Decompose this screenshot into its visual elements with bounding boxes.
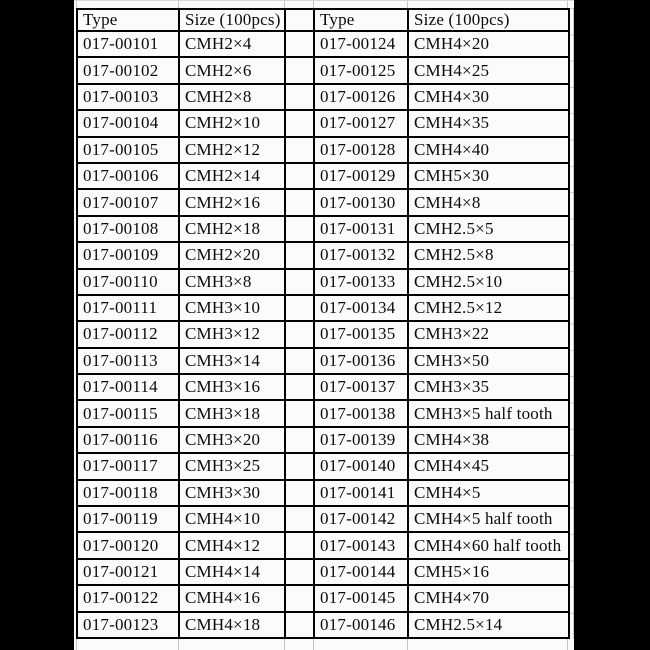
bottom-gridline-strip	[74, 639, 574, 650]
size-cell: CMH4×12	[179, 532, 285, 558]
type-cell: 017-00113	[77, 348, 179, 374]
size-cell: CMH2×16	[179, 189, 285, 215]
gap-cell	[285, 532, 314, 558]
type-cell: 017-00114	[77, 374, 179, 400]
gap-cell	[285, 612, 314, 638]
type-cell: 017-00133	[314, 269, 408, 295]
type-cell: 017-00145	[314, 585, 408, 611]
size-cell: CMH3×22	[408, 321, 569, 347]
size-cell: CMH4×45	[408, 453, 569, 479]
type-cell: 017-00120	[77, 532, 179, 558]
size-cell: CMH4×14	[179, 559, 285, 585]
type-cell: 017-00124	[314, 31, 408, 57]
type-cell: 017-00127	[314, 110, 408, 136]
size-cell: CMH4×25	[408, 57, 569, 83]
type-cell: 017-00110	[77, 269, 179, 295]
gap-cell	[285, 400, 314, 426]
size-cell: CMH2×12	[179, 137, 285, 163]
type-cell: 017-00118	[77, 480, 179, 506]
type-cell: 017-00140	[314, 453, 408, 479]
header-row	[77, 9, 569, 31]
type-cell: 017-00126	[314, 84, 408, 110]
size-cell: CMH3×16	[179, 374, 285, 400]
size-cell: CMH3×8	[179, 269, 285, 295]
table-row	[77, 242, 569, 268]
size-cell: CMH4×5 half tooth	[408, 506, 569, 532]
size-cell: CMH3×30	[179, 480, 285, 506]
type-cell: 017-00143	[314, 532, 408, 558]
table-row	[77, 110, 569, 136]
table-row	[77, 57, 569, 83]
gap-cell	[285, 31, 314, 57]
gap-cell	[285, 585, 314, 611]
gap-cell	[285, 269, 314, 295]
size-cell: CMH3×5 half tooth	[408, 400, 569, 426]
table-row	[77, 84, 569, 110]
type-cell: 017-00103	[77, 84, 179, 110]
type-cell: 017-00105	[77, 137, 179, 163]
table-row	[77, 321, 569, 347]
size-cell: CMH3×14	[179, 348, 285, 374]
table-row	[77, 374, 569, 400]
gap-column-header	[285, 9, 314, 31]
table-row	[77, 532, 569, 558]
size-cell: CMH2×8	[179, 84, 285, 110]
table-row	[77, 612, 569, 638]
table-row	[77, 348, 569, 374]
type-cell: 017-00141	[314, 480, 408, 506]
type-cell: 017-00142	[314, 506, 408, 532]
size-cell: CMH2×14	[179, 163, 285, 189]
size-cell: CMH2.5×8	[408, 242, 569, 268]
gap-cell	[285, 84, 314, 110]
size-cell: CMH5×30	[408, 163, 569, 189]
gap-cell	[285, 57, 314, 83]
gap-cell	[285, 506, 314, 532]
type-cell: 017-00144	[314, 559, 408, 585]
gridline	[178, 639, 179, 650]
size-cell: CMH4×60 half tooth	[408, 532, 569, 558]
gridline	[567, 639, 568, 650]
gridline	[76, 639, 77, 650]
size-cell: CMH4×5	[408, 480, 569, 506]
gridline	[407, 639, 408, 650]
type-cell: 017-00102	[77, 57, 179, 83]
type-cell: 017-00117	[77, 453, 179, 479]
type-cell: 017-00116	[77, 427, 179, 453]
size-cell: CMH4×18	[179, 612, 285, 638]
size-cell: CMH4×40	[408, 137, 569, 163]
type-cell: 017-00115	[77, 400, 179, 426]
type-cell: 017-00135	[314, 321, 408, 347]
size-cell: CMH3×10	[179, 295, 285, 321]
type-cell: 017-00136	[314, 348, 408, 374]
size-cell: CMH4×8	[408, 189, 569, 215]
type-cell: 017-00131	[314, 216, 408, 242]
spec-table-body	[77, 31, 569, 638]
size-cell: CMH3×35	[408, 374, 569, 400]
type-cell: 017-00132	[314, 242, 408, 268]
type-cell: 017-00125	[314, 57, 408, 83]
type-cell: 017-00138	[314, 400, 408, 426]
table-row	[77, 559, 569, 585]
gap-cell	[285, 321, 314, 347]
type-cell: 017-00107	[77, 189, 179, 215]
gap-cell	[285, 242, 314, 268]
type-cell: 017-00106	[77, 163, 179, 189]
gap-cell	[285, 559, 314, 585]
type-cell: 017-00129	[314, 163, 408, 189]
gap-cell	[285, 189, 314, 215]
type-cell: 017-00128	[314, 137, 408, 163]
type-cell: 017-00101	[77, 31, 179, 57]
type-cell: 017-00121	[77, 559, 179, 585]
table-row	[77, 163, 569, 189]
table-row	[77, 216, 569, 242]
type-column-header: Type	[314, 9, 408, 31]
table-row	[77, 585, 569, 611]
size-cell: CMH3×12	[179, 321, 285, 347]
size-cell: CMH2×18	[179, 216, 285, 242]
size-cell: CMH2.5×12	[408, 295, 569, 321]
table-row	[77, 400, 569, 426]
size-cell: CMH2.5×14	[408, 612, 569, 638]
type-column-header: Type	[77, 9, 179, 31]
size-cell: CMH2×4	[179, 31, 285, 57]
gap-cell	[285, 163, 314, 189]
type-cell: 017-00130	[314, 189, 408, 215]
size-cell: CMH5×16	[408, 559, 569, 585]
gap-cell	[285, 480, 314, 506]
size-cell: CMH4×30	[408, 84, 569, 110]
type-cell: 017-00146	[314, 612, 408, 638]
gap-cell	[285, 453, 314, 479]
type-cell: 017-00122	[77, 585, 179, 611]
table-row	[77, 480, 569, 506]
size-cell: CMH4×20	[408, 31, 569, 57]
gap-cell	[285, 427, 314, 453]
type-cell: 017-00119	[77, 506, 179, 532]
gap-cell	[285, 110, 314, 136]
type-cell: 017-00104	[77, 110, 179, 136]
size-cell: CMH4×10	[179, 506, 285, 532]
table-row	[77, 295, 569, 321]
type-cell: 017-00108	[77, 216, 179, 242]
size-cell: CMH3×18	[179, 400, 285, 426]
size-column-header: Size (100pcs)	[179, 9, 285, 31]
table-row	[77, 453, 569, 479]
size-cell: CMH3×50	[408, 348, 569, 374]
size-cell: CMH3×20	[179, 427, 285, 453]
size-cell: CMH2.5×10	[408, 269, 569, 295]
gap-cell	[285, 137, 314, 163]
table-row	[77, 137, 569, 163]
size-cell: CMH4×70	[408, 585, 569, 611]
size-cell: CMH2×20	[179, 242, 285, 268]
gridline	[313, 639, 314, 650]
table-row	[77, 506, 569, 532]
gridline	[284, 639, 285, 650]
size-cell: CMH4×16	[179, 585, 285, 611]
type-cell: 017-00112	[77, 321, 179, 347]
gap-cell	[285, 216, 314, 242]
right-gutter-gridlines	[568, 8, 574, 639]
paper-sheet	[74, 0, 574, 650]
spec-table	[76, 8, 570, 639]
type-cell: 017-00109	[77, 242, 179, 268]
gap-cell	[285, 295, 314, 321]
size-cell: CMH4×35	[408, 110, 569, 136]
table-row	[77, 31, 569, 57]
size-cell: CMH2×6	[179, 57, 285, 83]
gap-cell	[285, 374, 314, 400]
type-cell: 017-00139	[314, 427, 408, 453]
table-row	[77, 189, 569, 215]
size-cell: CMH4×38	[408, 427, 569, 453]
gap-cell	[285, 348, 314, 374]
size-cell: CMH2×10	[179, 110, 285, 136]
type-cell: 017-00123	[77, 612, 179, 638]
type-cell: 017-00134	[314, 295, 408, 321]
type-cell: 017-00111	[77, 295, 179, 321]
size-cell: CMH3×25	[179, 453, 285, 479]
table-row	[77, 427, 569, 453]
size-cell: CMH2.5×5	[408, 216, 569, 242]
table-row	[77, 269, 569, 295]
size-column-header: Size (100pcs)	[408, 9, 569, 31]
type-cell: 017-00137	[314, 374, 408, 400]
